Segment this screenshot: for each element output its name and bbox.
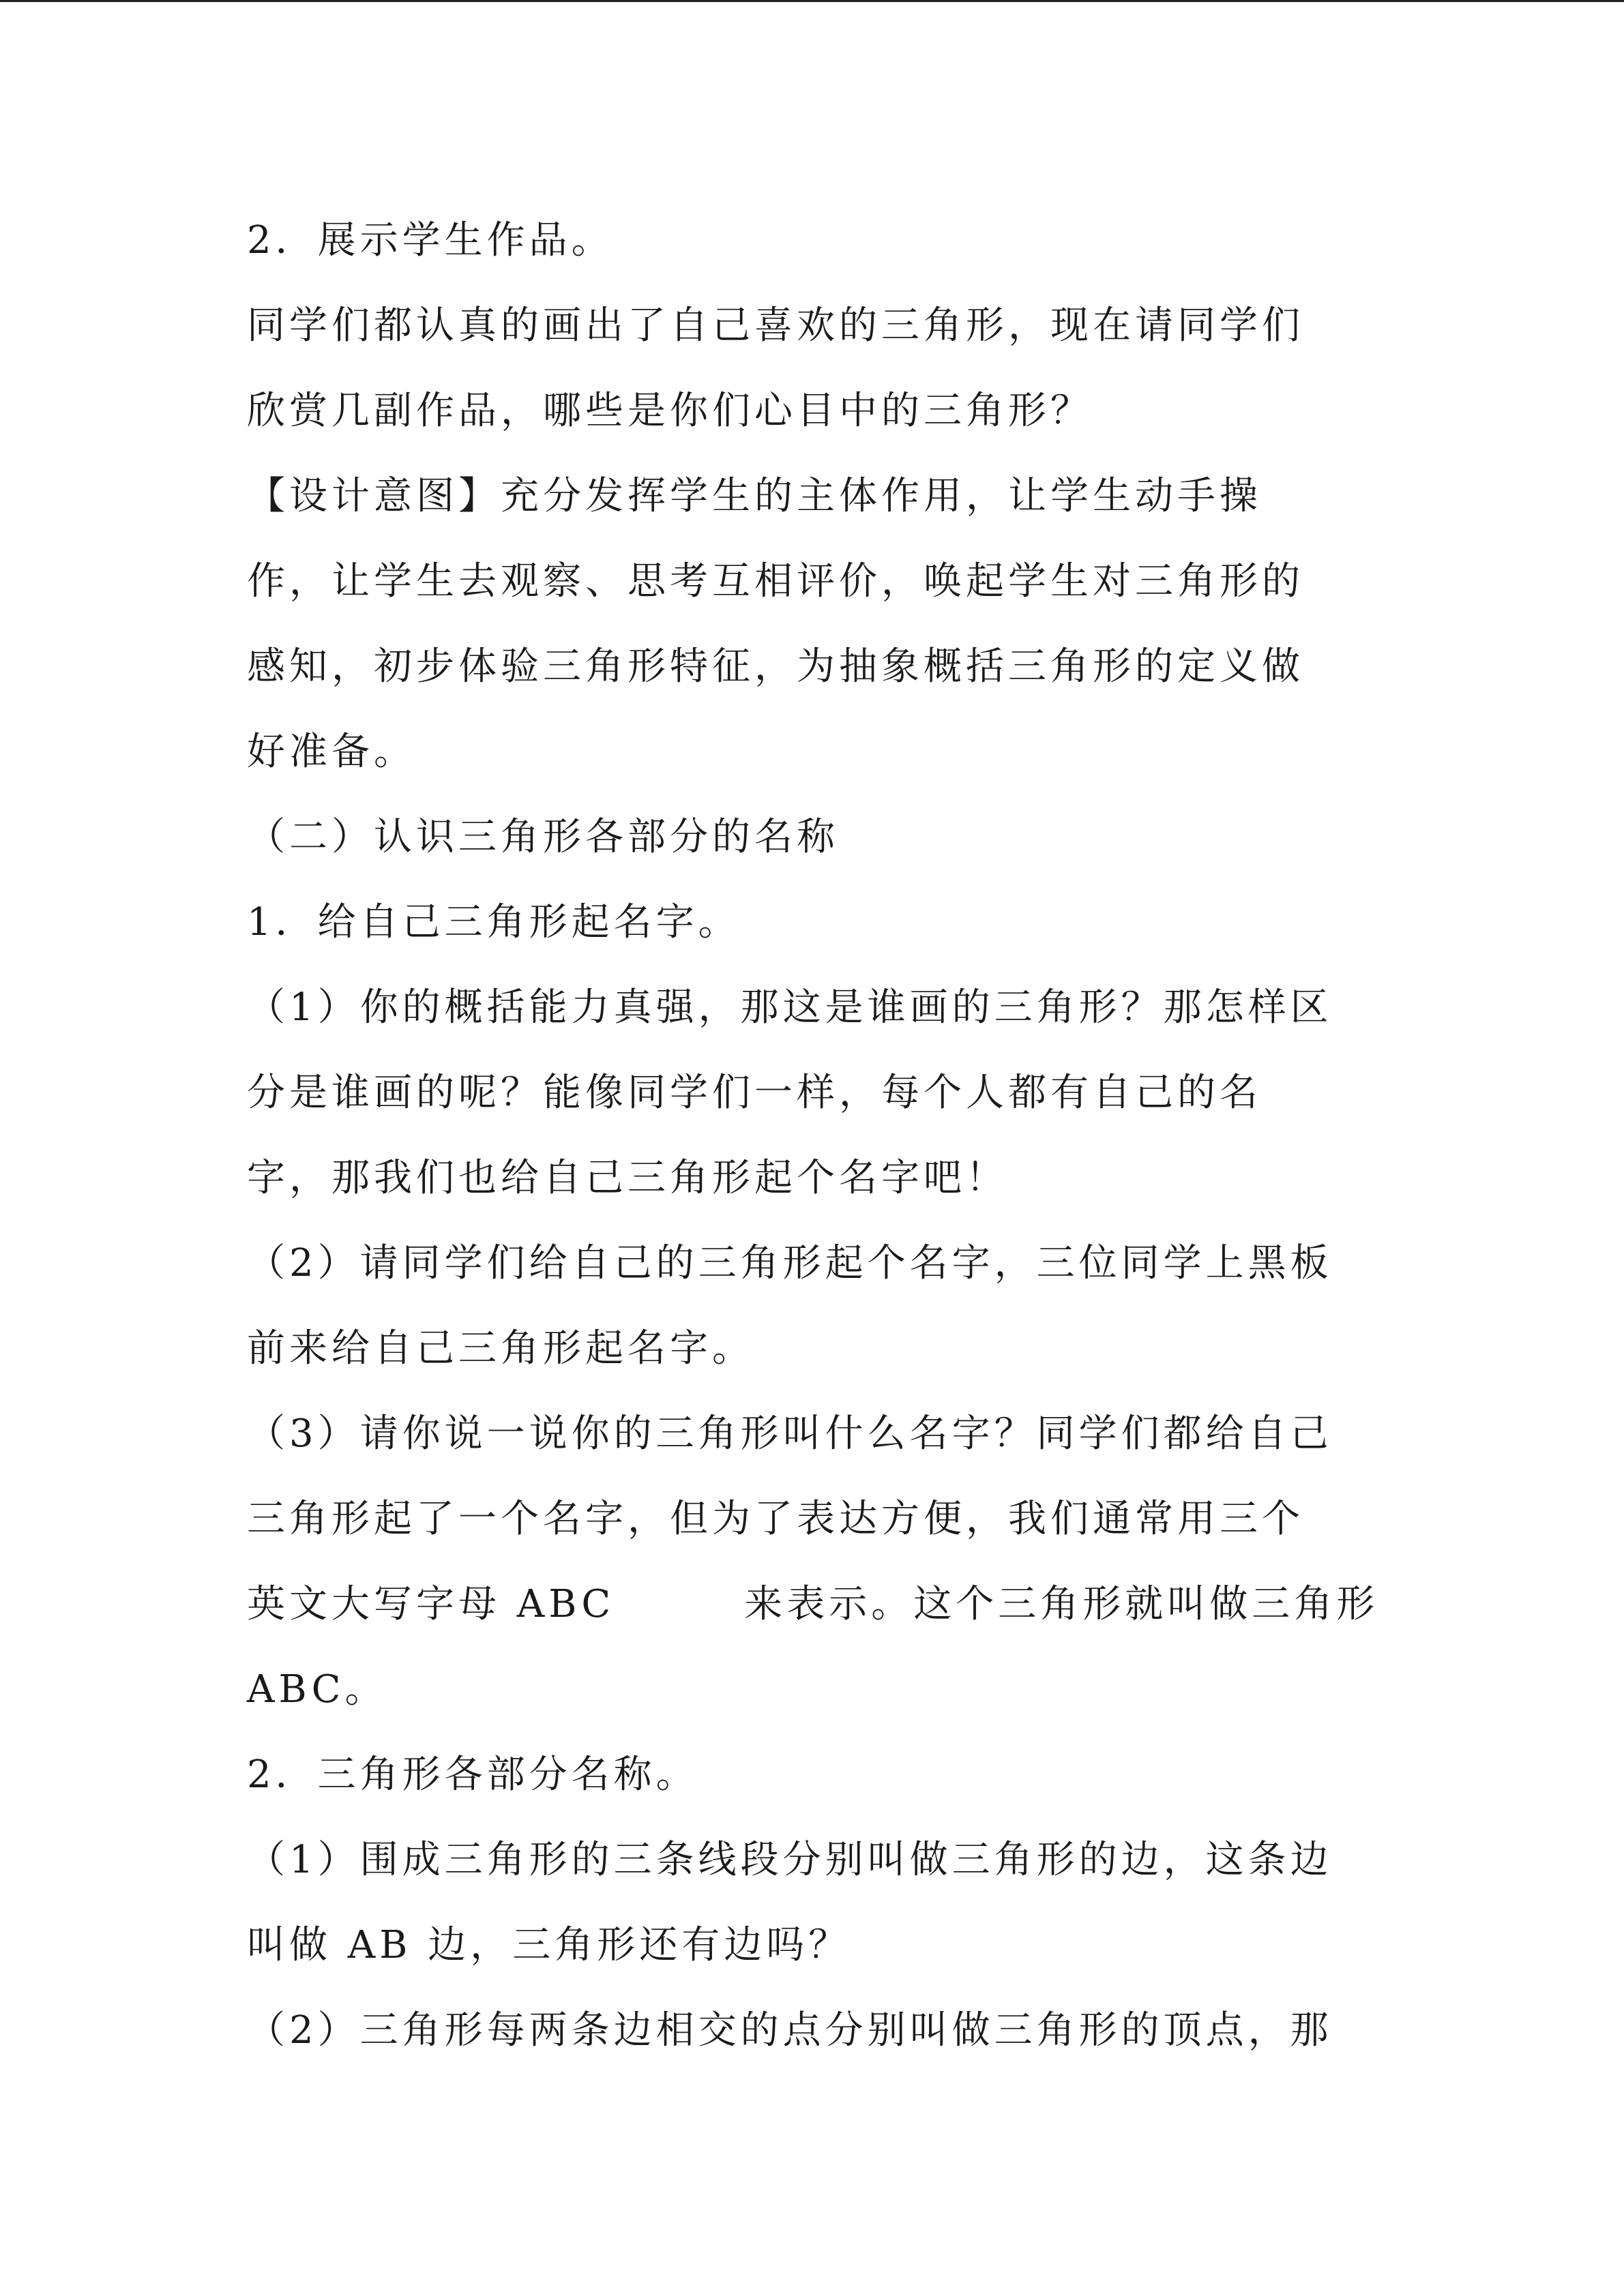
page-top-border xyxy=(0,0,1624,2)
paragraph-line: （2）请同学们给自己的三角形起个名字，三位同学上黑板 xyxy=(247,1241,1333,1285)
paragraph-line: （3）请你说一说你的三角形叫什么名字？同学们都给自己 xyxy=(247,1412,1333,1456)
paragraph-line: 前来给自己三角形起名字。 xyxy=(247,1326,754,1371)
paragraph-line: 字，那我们也给自己三角形起个名字吧！ xyxy=(247,1156,1008,1200)
paragraph-line: 欣赏几副作品，哪些是你们心目中的三角形？ xyxy=(247,389,1093,433)
heading-show-student-works: 2．展示学生作品。 xyxy=(247,218,614,263)
paragraph-line xyxy=(247,1577,1378,1632)
paragraph-line: 叫做 AB 边，三角形还有边吗？ xyxy=(247,1923,851,1967)
paragraph-line: ABC。 xyxy=(247,1667,387,1712)
paragraph-line: 感知，初步体验三角形特征，为抽象概括三角形的定义做 xyxy=(247,644,1304,689)
section-heading-triangle-parts: （二）认识三角形各部分的名称 xyxy=(247,815,839,859)
paragraph-line: （1）围成三角形的三条线段分别叫做三角形的边，这条边 xyxy=(247,1838,1333,1882)
paragraph-line: 好准备。 xyxy=(247,730,416,774)
paragraph-line: 三角形起了一个名字，但为了表达方便，我们通常用三个 xyxy=(247,1497,1304,1541)
paragraph-line: （1）你的概括能力真强，那这是谁画的三角形？那怎样区 xyxy=(247,985,1333,1030)
paragraph-line: 分是谁画的呢？能像同学们一样，每个人都有自己的名 xyxy=(247,1071,1262,1115)
line-part-abc: 英文大写字母 ABC xyxy=(247,1582,615,1626)
paragraph-line: 作，让学生去观察、思考互相评价，唤起学生对三角形的 xyxy=(247,559,1304,603)
line-part-represent: 来表示。这个三角形就叫做三角形 xyxy=(744,1582,1379,1626)
subheading-name-triangle: 1．给自己三角形起名字。 xyxy=(247,900,741,944)
subheading-triangle-parts-names: 2．三角形各部分名称。 xyxy=(247,1753,698,1797)
paragraph-line: 同学们都认真的画出了自己喜欢的三角形，现在请同学们 xyxy=(247,303,1304,348)
paragraph-line: （2）三角形每两条边相交的点分别叫做三角形的顶点，那 xyxy=(247,2008,1333,2053)
design-intent-line: 【设计意图】充分发挥学生的主体作用，让学生动手操 xyxy=(247,474,1262,518)
